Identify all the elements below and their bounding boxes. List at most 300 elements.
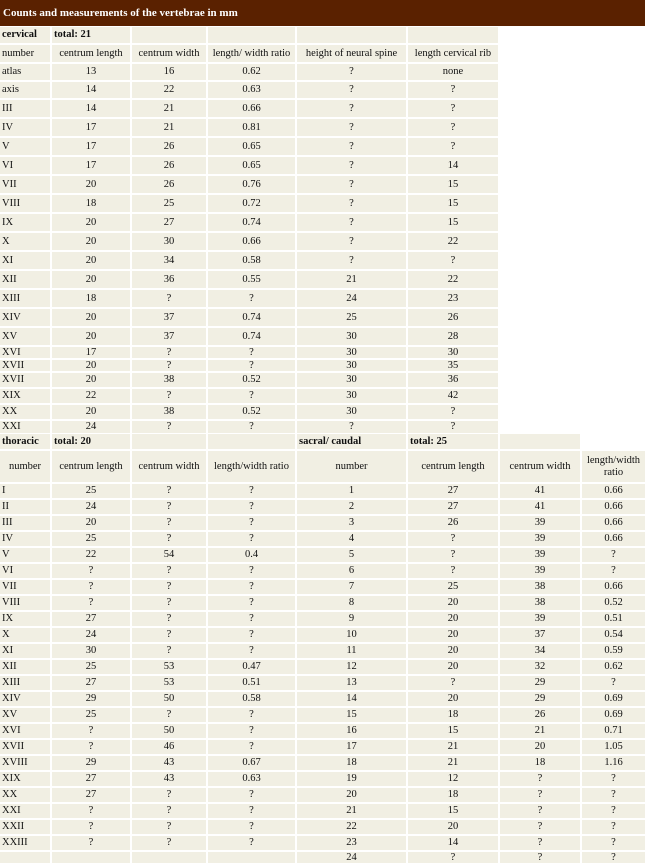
table-cell: 53 — [132, 676, 206, 690]
column-header: centrum width — [500, 451, 580, 482]
table-cell: ? — [500, 836, 580, 850]
table-cell: 35 — [408, 360, 498, 371]
cervical-total-label: total: 21 — [52, 27, 130, 43]
column-header: length cervical rib — [408, 45, 498, 62]
table-cell: ? — [408, 421, 498, 433]
table-cell: 0.67 — [208, 756, 295, 770]
table-cell: 21 — [408, 756, 498, 770]
table-cell: 29 — [52, 692, 130, 706]
row-number: IV — [0, 119, 50, 136]
table-cell: ? — [52, 564, 130, 578]
table-cell: ? — [132, 628, 206, 642]
table-cell: 34 — [132, 252, 206, 269]
table-cell: 29 — [500, 676, 580, 690]
table-cell: ? — [500, 804, 580, 818]
table-cell: ? — [208, 484, 295, 498]
table-cell: ? — [208, 596, 295, 610]
table-cell: 30 — [297, 347, 406, 358]
row-number: 14 — [297, 692, 406, 706]
table-cell: ? — [132, 580, 206, 594]
column-header: centrum length — [408, 451, 498, 482]
table-cell: 14 — [408, 836, 498, 850]
table-cell: 37 — [500, 628, 580, 642]
table-cell: 17 — [52, 157, 130, 174]
table-cell: 54 — [132, 548, 206, 562]
table-cell: 0.52 — [208, 405, 295, 419]
table-cell: ? — [297, 252, 406, 269]
table-cell: ? — [582, 548, 645, 562]
table-cell: 0.69 — [582, 692, 645, 706]
table-cell: 0.72 — [208, 195, 295, 212]
table-cell: 26 — [132, 138, 206, 155]
table-cell: 20 — [52, 373, 130, 387]
table-cell: 20 — [52, 328, 130, 345]
table-cell: 18 — [408, 788, 498, 802]
table-cell: 20 — [52, 516, 130, 530]
table-cell: 0.58 — [208, 252, 295, 269]
table-cell: ? — [297, 214, 406, 231]
table-cell: 0.59 — [582, 644, 645, 658]
table-cell: 25 — [52, 484, 130, 498]
table-cell: 18 — [52, 195, 130, 212]
table-cell: 21 — [132, 119, 206, 136]
sacral-total-label: total: 25 — [408, 434, 498, 449]
table-cell: 20 — [500, 740, 580, 754]
table-cell: 0.47 — [208, 660, 295, 674]
table-cell: 20 — [52, 405, 130, 419]
table-cell: ? — [132, 484, 206, 498]
empty-cell — [132, 434, 206, 449]
table-cell: ? — [132, 820, 206, 834]
table-cell: 29 — [500, 692, 580, 706]
table-cell: ? — [408, 405, 498, 419]
table-cell: ? — [52, 596, 130, 610]
table-cell: 53 — [132, 660, 206, 674]
table-cell: ? — [408, 100, 498, 117]
table-cell: ? — [132, 360, 206, 371]
table-cell: 0.52 — [582, 596, 645, 610]
row-number: 8 — [297, 596, 406, 610]
table-cell: ? — [408, 138, 498, 155]
table-cell: 0.74 — [208, 214, 295, 231]
column-header: height of neural spine — [297, 45, 406, 62]
table-cell: 34 — [500, 644, 580, 658]
row-number: IX — [0, 612, 50, 626]
table-cell: ? — [132, 389, 206, 403]
row-number: 20 — [297, 788, 406, 802]
table-cell: 38 — [132, 405, 206, 419]
table-cell: 38 — [500, 596, 580, 610]
table-cell: 27 — [132, 214, 206, 231]
row-number: VI — [0, 157, 50, 174]
table-cell: ? — [208, 804, 295, 818]
table-cell: ? — [208, 708, 295, 722]
table-cell: 25 — [132, 195, 206, 212]
table-cell: 14 — [408, 157, 498, 174]
table-cell: ? — [408, 564, 498, 578]
table-cell: 0.66 — [582, 484, 645, 498]
table-cell: 26 — [132, 176, 206, 193]
row-number — [0, 852, 50, 863]
table-cell: 14 — [52, 82, 130, 98]
row-number: 6 — [297, 564, 406, 578]
table-cell: 0.81 — [208, 119, 295, 136]
table-cell: 24 — [52, 500, 130, 514]
table-cell: 0.62 — [208, 64, 295, 80]
table-cell: 24 — [52, 628, 130, 642]
row-number: atlas — [0, 64, 50, 80]
table-cell: ? — [582, 820, 645, 834]
column-header: centrum length — [52, 451, 130, 482]
table-cell: 0.66 — [208, 233, 295, 250]
row-number: 10 — [297, 628, 406, 642]
table-cell: 22 — [408, 233, 498, 250]
row-number: VII — [0, 580, 50, 594]
column-header: number — [0, 451, 50, 482]
table-cell: 20 — [52, 252, 130, 269]
table-cell: 20 — [408, 660, 498, 674]
table-cell: ? — [208, 421, 295, 433]
table-cell: 27 — [408, 500, 498, 514]
table-cell — [132, 852, 206, 863]
row-number: XI — [0, 252, 50, 269]
table-cell: 25 — [297, 309, 406, 326]
row-number: 18 — [297, 756, 406, 770]
table-cell: ? — [208, 500, 295, 514]
table-cell: ? — [297, 119, 406, 136]
table-cell: 0.74 — [208, 328, 295, 345]
empty-cell — [208, 27, 295, 43]
table-cell: 41 — [500, 484, 580, 498]
row-number: XIX — [0, 389, 50, 403]
table-cell: 0.55 — [208, 271, 295, 288]
table-cell: ? — [132, 836, 206, 850]
table-cell: ? — [52, 820, 130, 834]
table-cell: ? — [52, 580, 130, 594]
empty-cell — [132, 27, 206, 43]
table-cell: ? — [408, 676, 498, 690]
table-cell: 26 — [408, 309, 498, 326]
table-cell: 0.66 — [582, 516, 645, 530]
column-header: centrum width — [132, 45, 206, 62]
table-cell: 25 — [52, 660, 130, 674]
table-cell: 20 — [408, 628, 498, 642]
row-number: XV — [0, 708, 50, 722]
table-cell: ? — [208, 724, 295, 738]
table-cell: 38 — [500, 580, 580, 594]
table-cell: 27 — [52, 772, 130, 786]
table-cell: 37 — [132, 328, 206, 345]
table-cell: 30 — [408, 347, 498, 358]
table-cell: ? — [408, 252, 498, 269]
table-cell: 18 — [52, 290, 130, 307]
table-cell: none — [408, 64, 498, 80]
table-cell: 37 — [132, 309, 206, 326]
table-cell: ? — [132, 612, 206, 626]
cervical-group-label: cervical — [0, 27, 50, 43]
table-cell: 20 — [408, 644, 498, 658]
table-cell: 20 — [52, 360, 130, 371]
table-cell: 20 — [52, 309, 130, 326]
table-cell: 0.65 — [208, 138, 295, 155]
column-header: length/width ratio — [208, 451, 295, 482]
row-number: XIII — [0, 676, 50, 690]
table-cell: 38 — [132, 373, 206, 387]
empty-cell — [208, 434, 295, 449]
table-cell: 14 — [52, 100, 130, 117]
table-cell: 22 — [52, 548, 130, 562]
table-cell: 27 — [52, 612, 130, 626]
row-number: V — [0, 138, 50, 155]
row-number: XI — [0, 644, 50, 658]
table-cell: ? — [408, 548, 498, 562]
table-cell: ? — [208, 644, 295, 658]
row-number: XXI — [0, 804, 50, 818]
table-cell: ? — [132, 564, 206, 578]
table-cell: 39 — [500, 564, 580, 578]
table-cell: 17 — [52, 347, 130, 358]
table-cell: 0.63 — [208, 82, 295, 98]
table-cell: 28 — [408, 328, 498, 345]
table-cell: 30 — [297, 389, 406, 403]
table-cell — [208, 852, 295, 863]
row-number: XVII — [0, 740, 50, 754]
row-number: 15 — [297, 708, 406, 722]
table-cell: 30 — [297, 360, 406, 371]
table-cell: ? — [52, 836, 130, 850]
table-cell: ? — [408, 852, 498, 863]
table-cell: 20 — [408, 596, 498, 610]
table-cell: 43 — [132, 772, 206, 786]
table-cell: ? — [297, 100, 406, 117]
table-cell: ? — [208, 580, 295, 594]
row-number: 1 — [297, 484, 406, 498]
table-cell: ? — [208, 740, 295, 754]
table-cell: 13 — [52, 64, 130, 80]
table-cell: 32 — [500, 660, 580, 674]
table-cell: ? — [208, 788, 295, 802]
table-cell: ? — [132, 290, 206, 307]
table-cell: 20 — [52, 271, 130, 288]
table-cell: 0.65 — [208, 157, 295, 174]
table-cell: 30 — [297, 405, 406, 419]
row-number: V — [0, 548, 50, 562]
row-number: XVI — [0, 347, 50, 358]
row-number: 9 — [297, 612, 406, 626]
table-cell: ? — [582, 564, 645, 578]
table-cell: 23 — [408, 290, 498, 307]
table-cell: 39 — [500, 516, 580, 530]
table-cell: ? — [582, 788, 645, 802]
table-cell: ? — [500, 772, 580, 786]
table-cell: ? — [132, 500, 206, 514]
empty-cell — [408, 27, 498, 43]
table-cell: ? — [582, 852, 645, 863]
table-cell: 22 — [132, 82, 206, 98]
column-header: length/ width ratio — [208, 45, 295, 62]
table-cell: ? — [132, 788, 206, 802]
table-cell: ? — [297, 64, 406, 80]
table-cell: 26 — [500, 708, 580, 722]
table-cell: 0.66 — [582, 580, 645, 594]
table-cell: 30 — [297, 373, 406, 387]
table-cell: 0.58 — [208, 692, 295, 706]
table-cell: 1.16 — [582, 756, 645, 770]
thoracic-group-label: thoracic — [0, 434, 50, 449]
table-cell: ? — [582, 804, 645, 818]
table-cell: 0.51 — [582, 612, 645, 626]
table-cell: ? — [208, 347, 295, 358]
row-number: XIV — [0, 309, 50, 326]
table-cell: ? — [132, 516, 206, 530]
row-number: 17 — [297, 740, 406, 754]
table-cell: 25 — [408, 580, 498, 594]
table-cell: 30 — [132, 233, 206, 250]
table-cell: 50 — [132, 724, 206, 738]
row-number: IX — [0, 214, 50, 231]
row-number: 13 — [297, 676, 406, 690]
row-number: 4 — [297, 532, 406, 546]
table-cell: 15 — [408, 214, 498, 231]
row-number: 16 — [297, 724, 406, 738]
row-number: 19 — [297, 772, 406, 786]
row-number: VIII — [0, 195, 50, 212]
table-cell: 41 — [500, 500, 580, 514]
empty-cell — [297, 27, 406, 43]
row-number: VI — [0, 564, 50, 578]
table-cell: 26 — [132, 157, 206, 174]
table-cell: 46 — [132, 740, 206, 754]
sacral-group-label: sacral/ caudal — [297, 434, 406, 449]
row-number: III — [0, 516, 50, 530]
table-cell: ? — [132, 804, 206, 818]
table-cell: 21 — [500, 724, 580, 738]
row-number: VIII — [0, 596, 50, 610]
column-header: centrum width — [132, 451, 206, 482]
table-cell: 30 — [297, 328, 406, 345]
table-cell: 39 — [500, 612, 580, 626]
table-cell: 22 — [408, 271, 498, 288]
table-cell: 0.66 — [208, 100, 295, 117]
table-cell: 0.69 — [582, 708, 645, 722]
table-cell: 0.71 — [582, 724, 645, 738]
row-number: XVII — [0, 360, 50, 371]
row-number: X — [0, 233, 50, 250]
row-number: XXI — [0, 421, 50, 433]
thoracic-total-label: total: 20 — [52, 434, 130, 449]
column-header: number — [297, 451, 406, 482]
table-cell: ? — [52, 804, 130, 818]
table-cell: 25 — [52, 532, 130, 546]
column-header: length/width ratio — [582, 451, 645, 482]
table-cell: ? — [132, 347, 206, 358]
row-number: 3 — [297, 516, 406, 530]
table-cell: ? — [208, 564, 295, 578]
row-number: XX — [0, 788, 50, 802]
column-header: centrum length — [52, 45, 130, 62]
row-number: XII — [0, 271, 50, 288]
row-number: 23 — [297, 836, 406, 850]
table-cell: 0.66 — [582, 500, 645, 514]
row-number: XIV — [0, 692, 50, 706]
table-cell: 18 — [500, 756, 580, 770]
row-number: II — [0, 500, 50, 514]
row-number: XXII — [0, 820, 50, 834]
table-cell: 16 — [132, 64, 206, 80]
table-cell: 25 — [52, 708, 130, 722]
table-cell: ? — [582, 836, 645, 850]
row-number: 24 — [297, 852, 406, 863]
row-number: 22 — [297, 820, 406, 834]
table-cell: 1.05 — [582, 740, 645, 754]
table-cell: ? — [208, 389, 295, 403]
table-cell: ? — [582, 772, 645, 786]
table-cell: ? — [408, 532, 498, 546]
table-cell: ? — [208, 290, 295, 307]
table-cell: 0.52 — [208, 373, 295, 387]
row-number: XVI — [0, 724, 50, 738]
table-cell: ? — [297, 157, 406, 174]
table-cell: 21 — [297, 271, 406, 288]
row-number: VII — [0, 176, 50, 193]
table-cell: ? — [408, 82, 498, 98]
table-cell: 17 — [52, 119, 130, 136]
table-cell: 0.66 — [582, 532, 645, 546]
table-cell: 39 — [500, 532, 580, 546]
table-cell: ? — [132, 596, 206, 610]
table-cell: 36 — [408, 373, 498, 387]
table-cell: ? — [297, 195, 406, 212]
table-cell: 20 — [52, 214, 130, 231]
table-cell: 17 — [52, 138, 130, 155]
table-cell: 36 — [132, 271, 206, 288]
table-cell: 30 — [52, 644, 130, 658]
row-number: X — [0, 628, 50, 642]
table-cell: 0.63 — [208, 772, 295, 786]
row-number: XX — [0, 405, 50, 419]
table-title: Counts and measurements of the vertebrae in mm — [0, 0, 645, 26]
row-number: 7 — [297, 580, 406, 594]
table-cell: ? — [132, 532, 206, 546]
row-number: III — [0, 100, 50, 117]
table-cell: 15 — [408, 724, 498, 738]
column-header: number — [0, 45, 50, 62]
table-cell: 39 — [500, 548, 580, 562]
table-cell: 21 — [132, 100, 206, 117]
table-cell: ? — [208, 532, 295, 546]
table-cell: ? — [500, 852, 580, 863]
table-cell: 24 — [297, 290, 406, 307]
table-cell: 22 — [52, 389, 130, 403]
table-cell: 20 — [408, 612, 498, 626]
table-cell: 27 — [52, 676, 130, 690]
row-number: XIII — [0, 290, 50, 307]
table-cell: 27 — [408, 484, 498, 498]
empty-cell — [500, 434, 580, 449]
table-cell: 0.74 — [208, 309, 295, 326]
row-number: 21 — [297, 804, 406, 818]
row-number: XVII — [0, 373, 50, 387]
row-number: 5 — [297, 548, 406, 562]
row-number: axis — [0, 82, 50, 98]
table-cell: ? — [208, 836, 295, 850]
row-number: XV — [0, 328, 50, 345]
table-cell: 0.62 — [582, 660, 645, 674]
row-number: 12 — [297, 660, 406, 674]
table-cell: ? — [132, 421, 206, 433]
table-cell: 0.76 — [208, 176, 295, 193]
table-cell: 0.51 — [208, 676, 295, 690]
